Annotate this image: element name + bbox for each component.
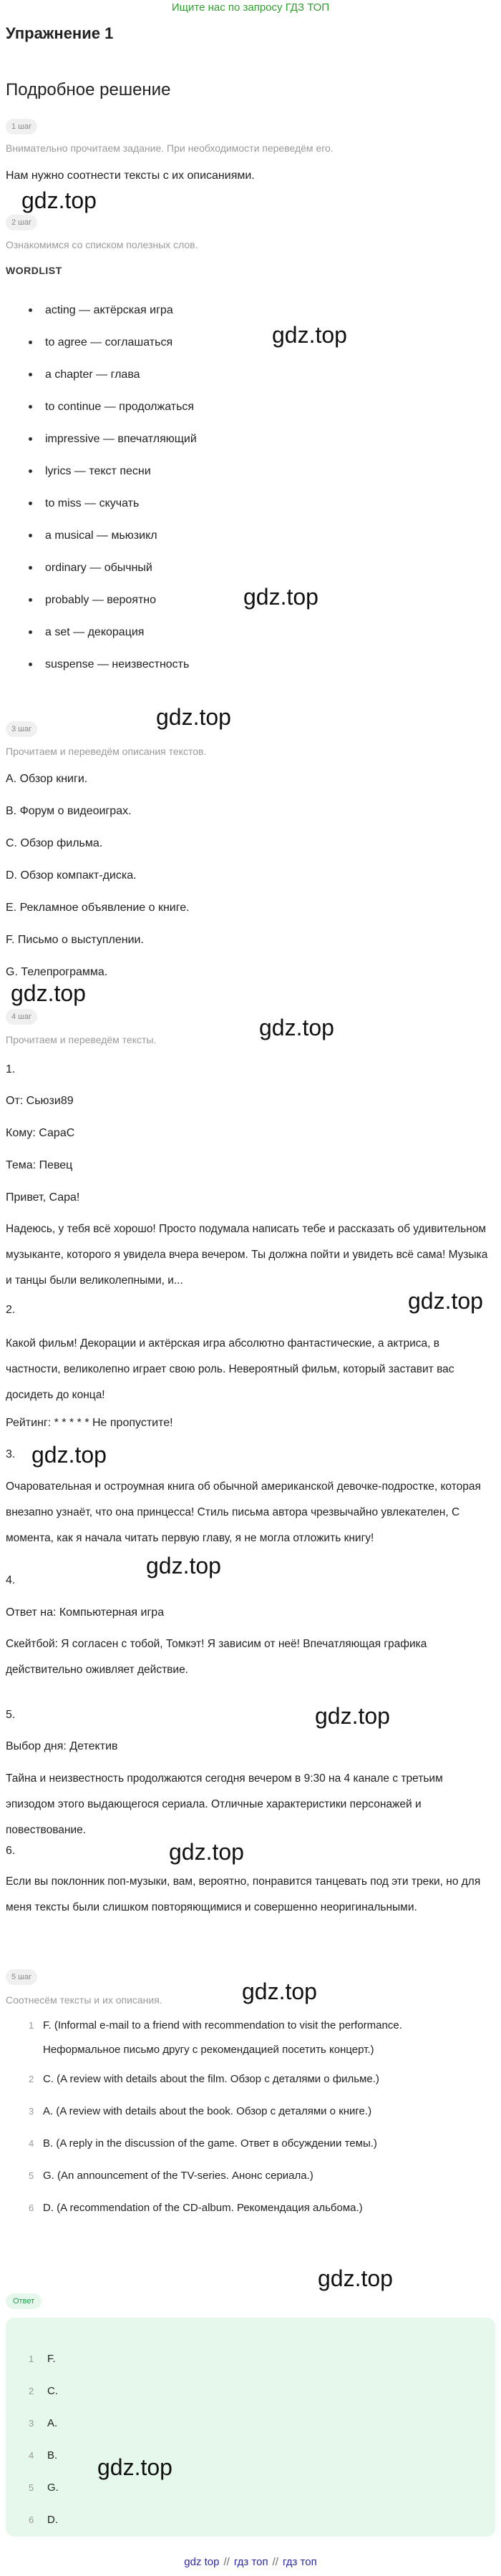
wordlist-item: probably — вероятно bbox=[29, 594, 156, 607]
answer-item: 4 B. bbox=[29, 2449, 58, 2462]
wordlist-item: to continue — продолжаться bbox=[29, 401, 194, 414]
text-number: 5. bbox=[6, 1709, 16, 1721]
text-reply: Ответ на: Компьютерная игра bbox=[6, 1606, 165, 1619]
wordlist-item: impressive — впечатляющий bbox=[29, 433, 197, 446]
step-2-badge: 2 шаг bbox=[6, 215, 37, 230]
text-pick: Выбор дня: Детектив bbox=[6, 1740, 118, 1752]
watermark: gdz.top bbox=[156, 704, 231, 730]
text-body: Тайна и неизвестность продолжаются сегодня вечером в 9:30 на 4 канале с третьим эпизодом этого выдающегося сериала. Отличные характеристики персонажей и повествование. bbox=[6, 1772, 443, 1836]
watermark: gdz.top bbox=[146, 1553, 221, 1579]
text-number: 3. bbox=[6, 1448, 16, 1460]
step-1-instruction: Внимательно прочитаем задание. При необходимости переведём его. bbox=[6, 142, 334, 154]
text-body: Очаровательная и остроумная книга об обычной американской девочке-подростке, которая внезапно узнаёт, что она принцесса! Стиль письма автора чрезвычайно увлекателен, С момента, как я начала читать первую главу, я не могла отложить книгу! bbox=[6, 1480, 481, 1544]
wordlist-item: to agree — соглашаться bbox=[29, 336, 172, 349]
match-item: 5 G. (An announcement of the TV-series. Анонс сериала.) bbox=[29, 2170, 313, 2182]
wordlist-item: a musical — мьюзикл bbox=[29, 530, 157, 542]
text-number: 4. bbox=[6, 1574, 16, 1586]
watermark: gdz.top bbox=[11, 980, 86, 1006]
watermark: gdz.top bbox=[243, 584, 318, 610]
watermark: gdz.top bbox=[31, 1442, 107, 1468]
wordlist-label: WORDLIST bbox=[6, 265, 62, 276]
step-5-instruction: Соотнесём тексты и их описания. bbox=[6, 1994, 162, 2006]
step-4-badge: 4 шаг bbox=[6, 1009, 37, 1025]
watermark: gdz.top bbox=[97, 2454, 172, 2480]
wordlist-item: to miss — скучать bbox=[29, 497, 139, 510]
description-item: G. Телепрограмма. bbox=[6, 966, 108, 978]
answer-item: 1 F. bbox=[29, 2353, 56, 2365]
watermark: gdz.top bbox=[242, 1979, 317, 2004]
watermark: gdz.top bbox=[408, 1288, 483, 1314]
section-title: Подробное решение bbox=[6, 80, 171, 99]
step-5-badge: 5 шаг bbox=[6, 1969, 37, 1985]
wordlist-item: a chapter — глава bbox=[29, 369, 140, 381]
watermark: gdz.top bbox=[169, 1839, 244, 1865]
footer-link[interactable]: гдз топ bbox=[282, 2556, 317, 2568]
match-item: 4 B. (A reply in the discussion of the game. Ответ в обсуждении темы.) bbox=[29, 2137, 377, 2150]
description-item: E. Рекламное объявление о книге. bbox=[6, 902, 190, 914]
search-banner[interactable]: Ищите нас по запросу ГДЗ ТОП bbox=[171, 1, 330, 14]
text-number: 6. bbox=[6, 1845, 16, 1857]
answer-item: 3 A. bbox=[29, 2417, 58, 2429]
wordlist-item: acting — актёрская игра bbox=[29, 304, 173, 317]
step-4-instruction: Прочитаем и переведём тексты. bbox=[6, 1034, 157, 1045]
description-item: A. Обзор книги. bbox=[6, 773, 88, 785]
text-number: 2. bbox=[6, 1304, 16, 1316]
wordlist-item: suspense — неизвестность bbox=[29, 658, 189, 671]
watermark: gdz.top bbox=[259, 1015, 334, 1040]
email-greeting: Привет, Сара! bbox=[6, 1191, 80, 1204]
match-item: 2 C. (A review with details about the film. Обзор с деталями о фильме.) bbox=[29, 2073, 379, 2085]
text-number: 1. bbox=[6, 1063, 16, 1075]
footer-separator: // bbox=[223, 2556, 230, 2568]
match-item: 1 F. (Informal e-mail to a friend with recommendation to visit the performance. bbox=[29, 2019, 402, 2031]
watermark: gdz.top bbox=[318, 2265, 393, 2291]
text-body: Если вы поклонник поп-музыки, вам, вероятно, понравится танцевать под эти треки, но для меня тексты были слишком повторяющимися и совершенно неоригинальными. bbox=[6, 1875, 481, 1913]
wordlist-item: a set — декорация bbox=[29, 626, 144, 639]
text-body: Скейтбой: Я согласен с тобой, Томкэт! Я зависим от неё! Впечатляющая графика действительно оживляет действие. bbox=[6, 1638, 427, 1676]
email-to: Кому: СараС bbox=[6, 1127, 75, 1139]
description-item: D. Обзор компакт-диска. bbox=[6, 869, 137, 882]
match-item: 6 D. (A recommendation of the CD-album. Рекомендация альбома.) bbox=[29, 2202, 363, 2214]
text-body: Надеюсь, у тебя всё хорошо! Просто подумала написать тебе и рассказать об удивительном музыканте, которого я увидела вчера вечером. Ты должна пойти и увидеть всё сама! Музыка и танцы были великолепными, и... bbox=[6, 1223, 488, 1287]
description-item: F. Письмо о выступлении. bbox=[6, 934, 144, 946]
watermark: gdz.top bbox=[272, 322, 347, 348]
step-2-instruction: Ознакомимся со списком полезных слов. bbox=[6, 239, 198, 250]
description-item: B. Форум о видеоиграх. bbox=[6, 805, 132, 817]
step-1-badge: 1 шаг bbox=[6, 119, 37, 135]
answer-badge: Ответ bbox=[6, 2293, 42, 2309]
answer-item: 2 C. bbox=[29, 2385, 58, 2397]
answer-item: 6 D. bbox=[29, 2514, 58, 2526]
answer-item: 5 G. bbox=[29, 2482, 59, 2494]
footer-link[interactable]: gdz top bbox=[184, 2556, 220, 2568]
email-from: От: Сьюзи89 bbox=[6, 1095, 74, 1107]
match-item-continued: Неформальное письмо другу с рекомендацией посетить концерт.) bbox=[43, 2044, 374, 2056]
wordlist-item: ordinary — обычный bbox=[29, 562, 152, 575]
match-item: 3 A. (A review with details about the book. Обзор с деталями о книге.) bbox=[29, 2105, 372, 2117]
description-item: C. Обзор фильма. bbox=[6, 837, 103, 849]
answer-box bbox=[6, 2318, 495, 2537]
page-title: Упражнение 1 bbox=[6, 24, 114, 42]
text-body: Какой фильм! Декорации и актёрская игра абсолютно фантастические, а актриса, в частности, великолепно играет свою роль. Невероятный фильм, который заставит вас досидеть до конца! bbox=[6, 1337, 454, 1401]
footer-link[interactable]: гдз топ bbox=[233, 2556, 268, 2568]
text-rating: Рейтинг: * * * * * Не пропустите! bbox=[6, 1417, 173, 1429]
wordlist-item: lyrics — текст песни bbox=[29, 465, 151, 478]
footer-links bbox=[0, 2556, 501, 2568]
email-subject: Тема: Певец bbox=[6, 1159, 73, 1171]
task-text: Нам нужно соотнести тексты с их описаниями. bbox=[6, 170, 255, 182]
step-3-badge: 3 шаг bbox=[6, 721, 37, 737]
watermark: gdz.top bbox=[21, 187, 97, 213]
footer-separator: // bbox=[272, 2556, 278, 2568]
watermark: gdz.top bbox=[315, 1703, 390, 1729]
step-3-instruction: Прочитаем и переведём описания текстов. bbox=[6, 746, 207, 757]
